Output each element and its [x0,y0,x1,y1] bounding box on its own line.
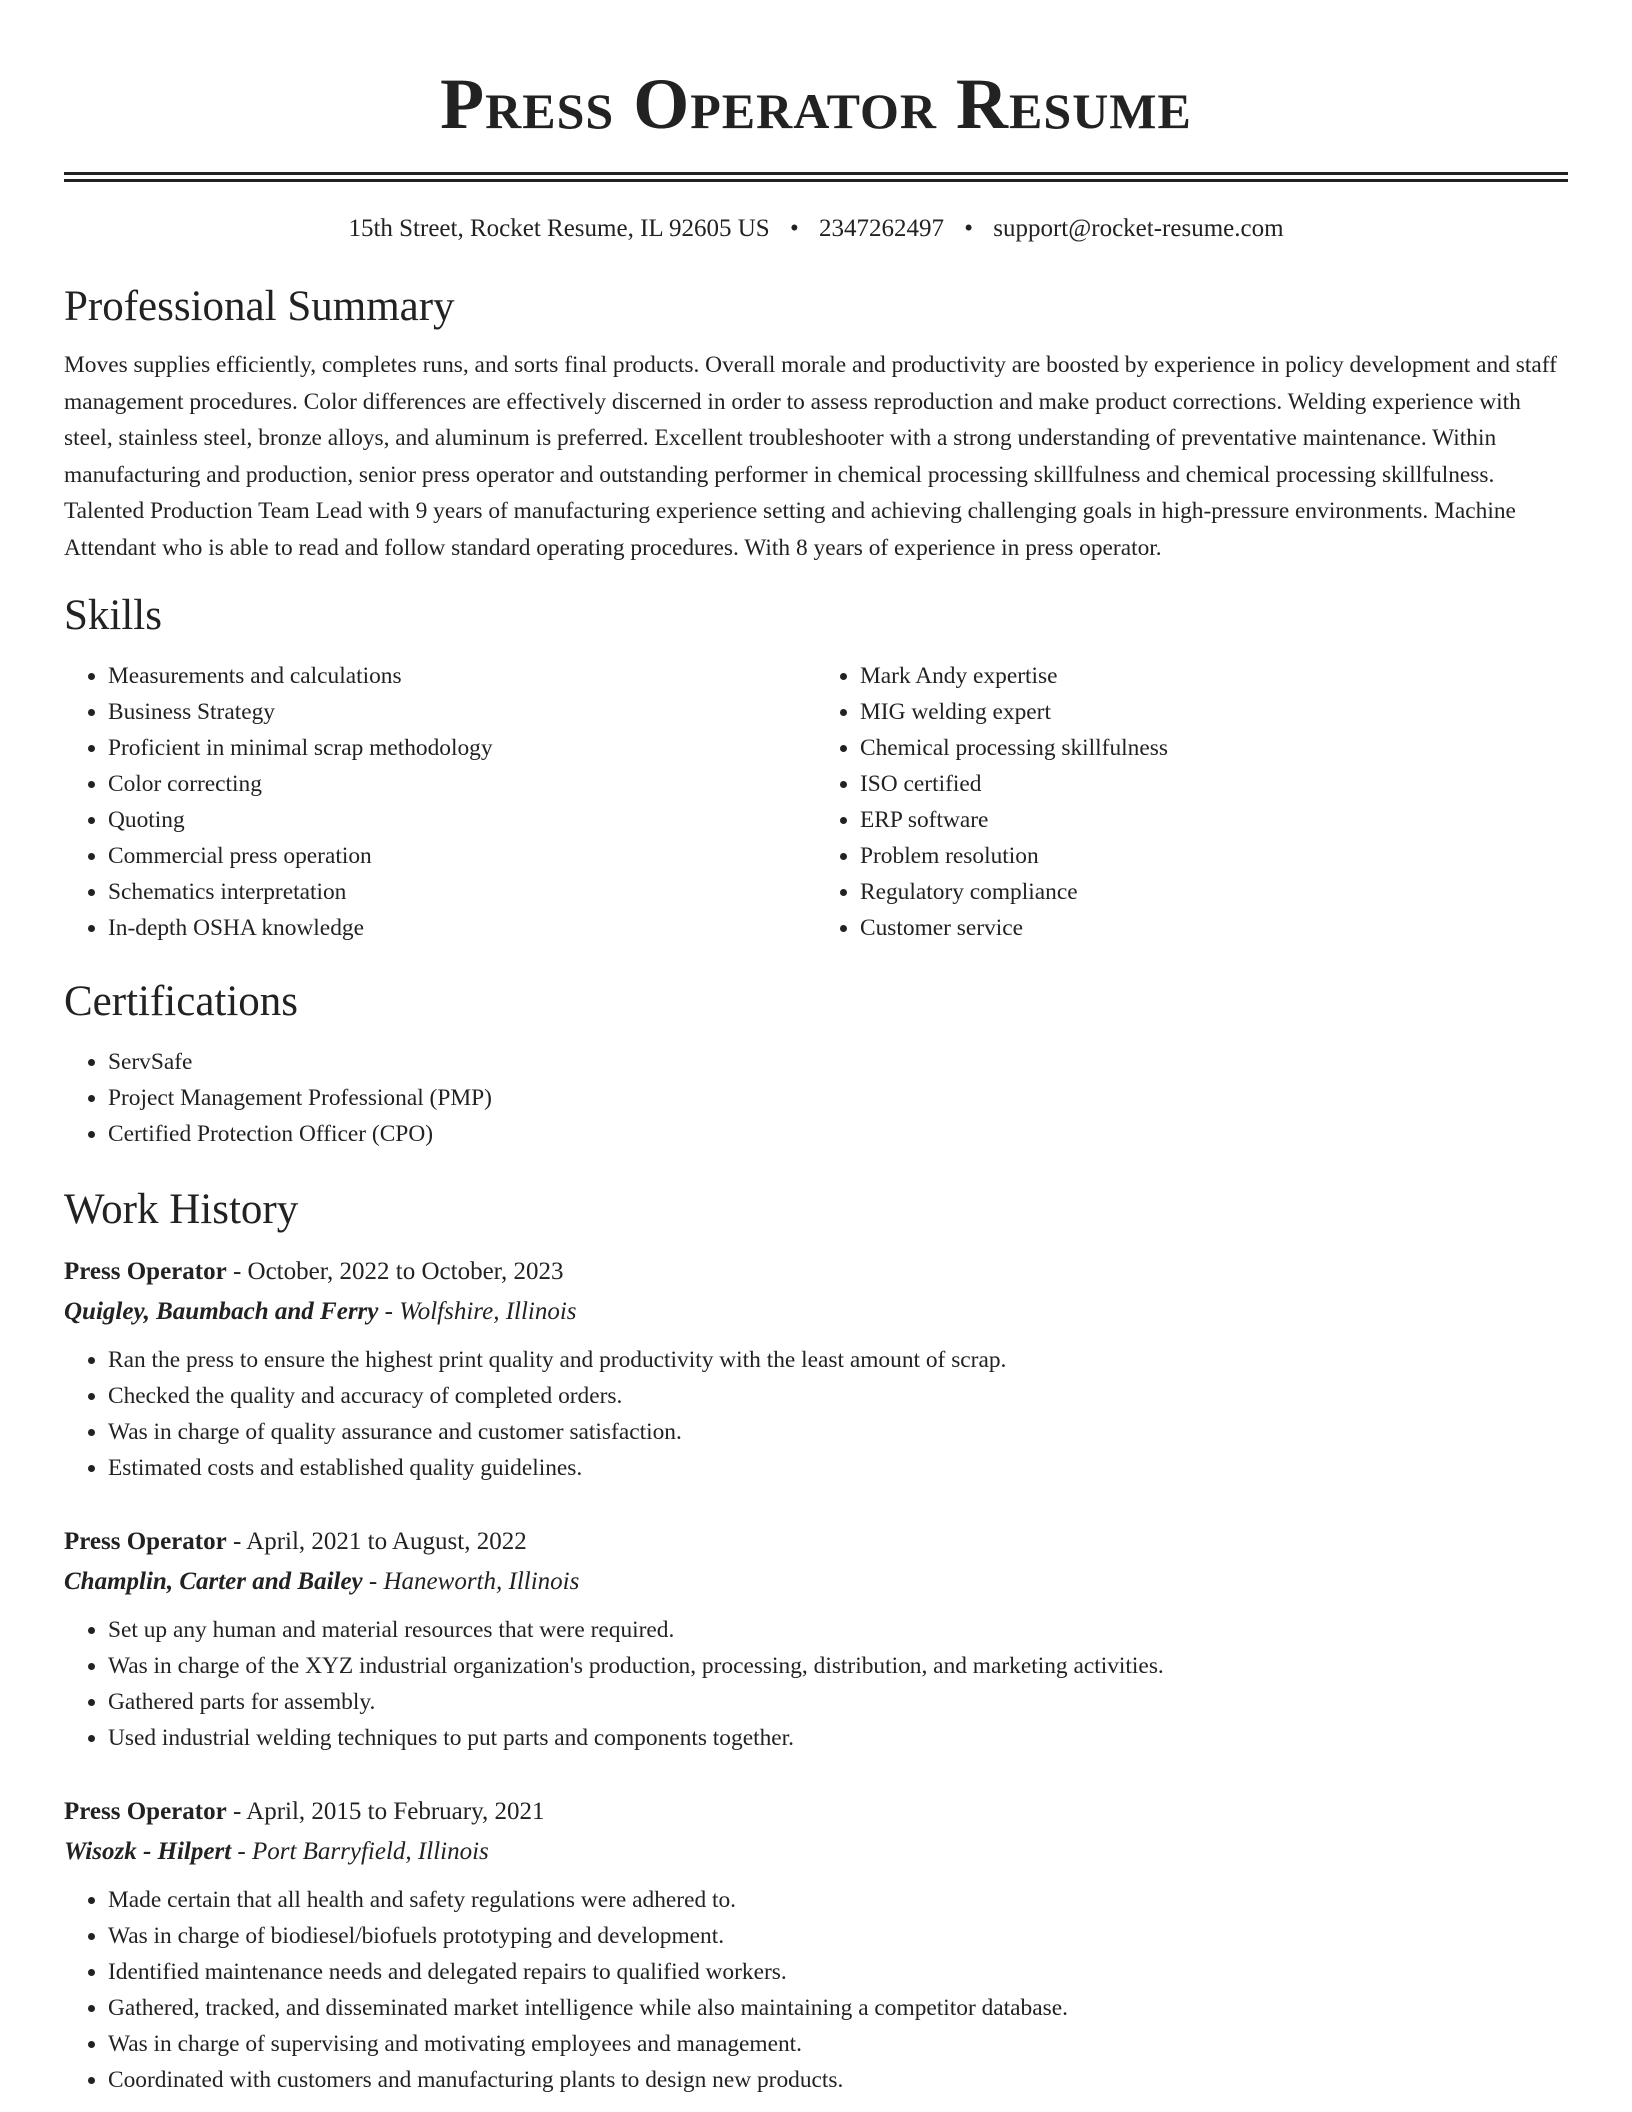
skill-item: • Regulatory compliance [860,874,1568,910]
contact-email[interactable]: support@rocket-resume.com [993,215,1284,242]
contact-separator: • [789,215,799,242]
skill-item: • Quoting [108,802,816,838]
job-bullet: • Checked the quality and accuracy of completed orders. [108,1378,1568,1414]
skill-item: • Mark Andy expertise [860,658,1568,694]
job-title: Press Operator [64,1258,227,1285]
job-company: Wisozk - Hilpert [64,1838,232,1865]
job-company: Quigley, Baumbach and Ferry [64,1298,379,1325]
job-bullet: • Coordinated with customers and manufacturing plants to design new products. [108,2062,1568,2098]
job-bullet: • Used industrial welding techniques to put parts and components together. [108,1720,1568,1756]
skill-item: • Problem resolution [860,838,1568,874]
job-title: Press Operator [64,1798,227,1825]
job-bullet: • Was in charge of quality assurance and customer satisfaction. [108,1414,1568,1450]
job-entry [64,1792,1568,2098]
job-bullet: • Ran the press to ensure the highest print quality and productivity with the least amount of scrap. [108,1342,1568,1378]
certifications-heading: Certifications [64,978,299,1025]
job-company-line [64,1832,1568,1872]
job-bullet: • Gathered, tracked, and disseminated market intelligence while also maintaining a competitor database. [108,1990,1568,2026]
skills-list-right [816,658,1568,946]
certifications-list [64,1044,1568,1152]
skill-item: • In-depth OSHA knowledge [108,910,816,946]
job-bullet: • Identified maintenance needs and delegated repairs to qualified workers. [108,1954,1568,1990]
job-bullet: • Was in charge of the XYZ industrial organization's production, processing, distribution, and marketing activities. [108,1648,1568,1684]
job-location: - Haneworth, Illinois [362,1568,580,1595]
resume-title: Press Operator Resume [440,64,1192,144]
job-company: Champlin, Carter and Bailey [64,1568,363,1595]
job-bullet: • Made certain that all health and safety regulations were adhered to. [108,1882,1568,1918]
job-entry [64,1522,1568,1756]
job-title-line [64,1792,1568,1832]
job-bullet: • Estimated costs and established quality guidelines. [108,1450,1568,1486]
certification-item: • Project Management Professional (PMP) [108,1080,1568,1116]
job-company-line [64,1562,1568,1602]
skill-item: • ISO certified [860,766,1568,802]
contact-address: 15th Street, Rocket Resume, IL 92605 US [348,215,770,242]
title-divider [64,172,1568,182]
job-dates: - April, 2021 to August, 2022 [226,1528,527,1555]
skill-item: • Business Strategy [108,694,816,730]
job-bullets [64,1882,1568,2098]
job-company-line [64,1292,1568,1332]
skills-heading: Skills [64,592,162,639]
job-bullet: • Was in charge of supervising and motivating employees and management. [108,2026,1568,2062]
work-history-heading: Work History [64,1186,299,1233]
skill-item: • Chemical processing skillfulness [860,730,1568,766]
summary-text: Moves supplies efficiently, completes runs, and sorts final products. Overall morale and productivity are boosted by experience in policy development and staff management procedures. Color differences are effectively discerned in order to assess reproduction and make product corrections. Welding experience with steel, stainless steel, bronze alloys, and aluminum is preferred. Excellent troubleshooter with a strong understanding of preventative maintenance. Within manufacturing and production, senior press operator and outstanding performer in chemical processing skillfulness and chemical processing skillfulness. Talented Production Team Lead with 9 years of manufacturing experience setting and achieving challenging goals in high-pressure environments. Machine Attendant who is able to read and follow standard operating procedures. With 8 years of experience in press operator. [64,352,1557,561]
job-dates: - October, 2022 to October, 2023 [226,1258,564,1285]
skill-item: • ERP software [860,802,1568,838]
skill-item: • Proficient in minimal scrap methodology [108,730,816,766]
skills-list-left [64,658,816,946]
job-location: - Wolfshire, Illinois [378,1298,577,1325]
certification-item: • ServSafe [108,1044,1568,1080]
job-bullets [64,1612,1568,1756]
skills-columns [64,658,1568,946]
skill-item: • Measurements and calculations [108,658,816,694]
job-bullet: • Was in charge of biodiesel/biofuels prototyping and development. [108,1918,1568,1954]
contact-phone: 2347262497 [818,215,944,242]
skill-item: • Schematics interpretation [108,874,816,910]
job-bullet: • Set up any human and material resources that were required. [108,1612,1568,1648]
job-entry [64,1252,1568,1486]
contact-line [64,214,1568,244]
job-title: Press Operator [64,1528,227,1555]
skill-item: • Customer service [860,910,1568,946]
certification-item: • Certified Protection Officer (CPO) [108,1116,1568,1152]
summary-heading: Professional Summary [64,283,455,330]
contact-separator: • [964,215,973,242]
job-location: - Port Barryfield, Illinois [231,1838,489,1865]
job-title-line [64,1252,1568,1292]
skill-item: • MIG welding expert [860,694,1568,730]
job-bullets [64,1342,1568,1486]
skill-item: • Color correcting [108,766,816,802]
job-bullet: • Gathered parts for assembly. [108,1684,1568,1720]
job-title-line [64,1522,1568,1562]
skill-item: • Commercial press operation [108,838,816,874]
job-dates: - April, 2015 to February, 2021 [226,1798,545,1825]
